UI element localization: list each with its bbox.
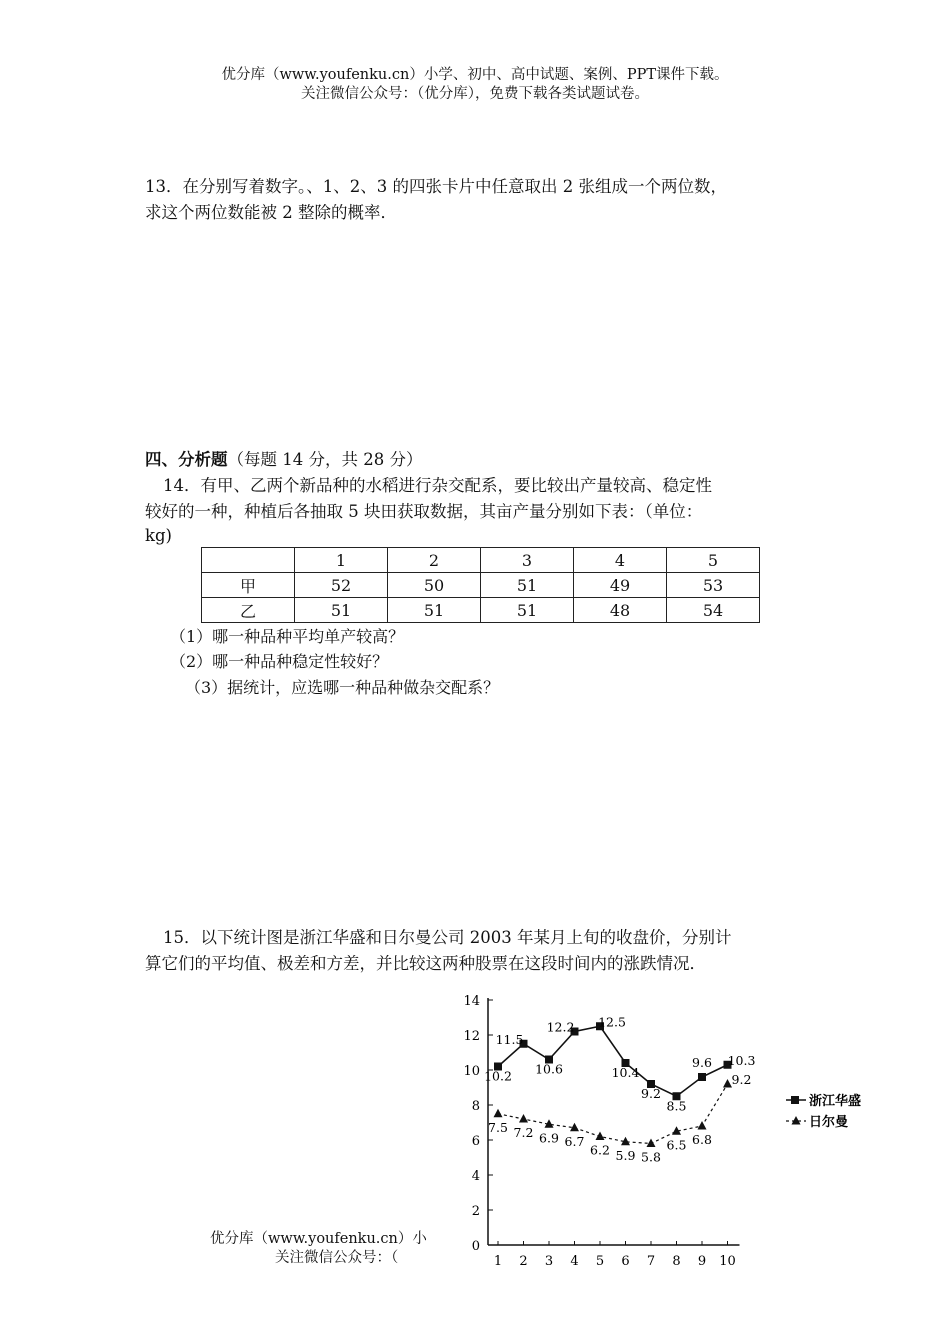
data-label-zhejiang-huasheng: 12.2 — [546, 1019, 575, 1035]
table-cell: 51 — [388, 598, 481, 623]
table-cell: 4 — [574, 548, 667, 573]
data-label-zhejiang-huasheng: 9.2 — [641, 1086, 661, 1101]
data-point-rierman — [647, 1139, 656, 1148]
data-label-rierman: 6.2 — [590, 1142, 610, 1158]
q15-line-1: 15．以下统计图是浙江华盛和日尔曼公司 2003 年某月上旬的收盘价，分别计 — [163, 928, 732, 947]
data-point-rierman — [698, 1121, 707, 1130]
table-cell: 2 — [388, 548, 481, 573]
data-label-rierman: 5.8 — [641, 1149, 661, 1165]
legend-label-rierman: 日尔曼 — [809, 1115, 849, 1130]
x-tick-label: 7 — [646, 1254, 656, 1269]
data-label-zhejiang-huasheng: 12.5 — [598, 1014, 626, 1030]
yield-table — [201, 547, 760, 623]
legend-label-zhejiang-huasheng: 浙江华盛 — [809, 1094, 862, 1109]
data-label-rierman: 6.9 — [539, 1130, 559, 1146]
x-tick-label: 8 — [672, 1254, 681, 1269]
data-label-zhejiang-huasheng: 10.6 — [535, 1061, 563, 1077]
data-label-rierman: 5.9 — [615, 1147, 636, 1163]
table-cell: 51 — [481, 573, 574, 598]
data-label-zhejiang-huasheng: 8.5 — [666, 1098, 687, 1114]
x-tick-label: 10 — [719, 1254, 736, 1269]
data-label-rierman: 6.7 — [564, 1133, 585, 1149]
data-point-rierman — [519, 1114, 528, 1123]
data-label-zhejiang-huasheng: 10.3 — [727, 1052, 756, 1068]
table-cell: 54 — [667, 598, 760, 623]
x-tick-label: 4 — [570, 1254, 579, 1269]
table-cell: 乙 — [202, 598, 295, 623]
q14-sub-3: （3）据统计，应选哪一种品种做杂交配系？ — [185, 678, 500, 697]
table-cell: 1 — [295, 548, 388, 573]
section-4-heading — [145, 447, 422, 473]
x-tick-label: 3 — [544, 1254, 554, 1269]
data-label-zhejiang-huasheng: 10.2 — [484, 1068, 512, 1084]
table-cell: 51 — [481, 598, 574, 623]
q14-sub-1: （1）哪一种品种平均单产较高？ — [170, 627, 405, 646]
x-tick-label: 2 — [519, 1254, 528, 1269]
y-tick-label: 0 — [471, 1239, 480, 1254]
data-label-zhejiang-huasheng: 10.4 — [611, 1065, 640, 1080]
footer-line-1: 优分库（www.youfenku.cn）小 — [210, 1231, 427, 1247]
data-point-zhejiang-huasheng — [698, 1073, 706, 1081]
table-header-row — [202, 548, 760, 573]
x-tick-label: 1 — [493, 1254, 503, 1269]
data-label-rierman: 7.2 — [513, 1125, 534, 1140]
table-cell: 5 — [667, 548, 760, 573]
y-tick-label: 8 — [471, 1099, 480, 1114]
stock-line-chart — [440, 990, 880, 1280]
q14-line-3: kg) — [145, 526, 172, 545]
table-cell: 52 — [295, 573, 388, 598]
data-label-rierman: 7.5 — [488, 1119, 508, 1135]
section-4-title: 四、分析题 — [145, 450, 228, 469]
x-tick-label: 5 — [595, 1254, 605, 1269]
header-line-2: 关注微信公众号：（优分库），免费下载各类试题试卷。 — [301, 86, 649, 102]
table-cell: 3 — [481, 548, 574, 573]
table-row — [202, 573, 760, 598]
data-point-rierman — [494, 1109, 503, 1118]
y-tick-label: 10 — [463, 1064, 480, 1079]
q15-line-2: 算它们的平均值、极差和方差，并比较这两种股票在这段时间内的涨跌情况． — [145, 954, 706, 973]
q13-line-1: 13．在分别写着数字。、1、2、3 的四张卡片中任意取出 2 张组成一个两位数， — [145, 177, 727, 196]
y-tick-label: 6 — [471, 1134, 480, 1149]
y-tick-label: 12 — [463, 1029, 480, 1044]
table-cell: 50 — [388, 573, 481, 598]
data-label-zhejiang-huasheng: 11.5 — [495, 1031, 524, 1047]
x-tick-label: 9 — [697, 1254, 707, 1269]
y-tick-label: 2 — [471, 1204, 480, 1219]
q14-line-2: 较好的一种，种植后各抽取 5 块田获取数据，其亩产量分别如下表：（单位： — [145, 502, 703, 521]
data-label-rierman: 6.5 — [666, 1137, 687, 1153]
data-label-rierman: 6.8 — [692, 1132, 712, 1147]
q14-line-1: 14．有甲、乙两个新品种的水稻进行杂交配系，要比较出产量较高、稳定性 — [163, 476, 712, 495]
q13-line-2: 求这个两位数能被 2 整除的概率． — [145, 203, 397, 222]
table-cell: 53 — [667, 573, 760, 598]
x-tick-label: 6 — [621, 1254, 630, 1269]
footer-line-2: 关注微信公众号：（ — [275, 1250, 399, 1266]
section-4-note: （每题 14 分，共 28 分） — [227, 450, 423, 469]
header-line-1: 优分库（www.youfenku.cn）小学、初中、高中试题、案例、PPT课件下载。 — [221, 67, 729, 83]
table-cell: 49 — [574, 573, 667, 598]
legend-marker-rierman — [792, 1116, 801, 1125]
legend-marker-zhejiang-huasheng — [791, 1096, 799, 1104]
y-tick-label: 14 — [463, 994, 480, 1009]
data-label-zhejiang-huasheng: 9.6 — [692, 1055, 712, 1070]
table-row — [202, 598, 760, 623]
data-label-rierman: 9.2 — [731, 1072, 752, 1087]
y-tick-label: 4 — [471, 1169, 480, 1184]
table-cell: 51 — [295, 598, 388, 623]
q14-sub-2: （2）哪一种品种稳定性较好？ — [170, 652, 389, 671]
table-cell — [202, 548, 295, 573]
data-point-rierman — [596, 1132, 605, 1141]
table-cell: 48 — [574, 598, 667, 623]
table-cell: 甲 — [202, 573, 295, 598]
